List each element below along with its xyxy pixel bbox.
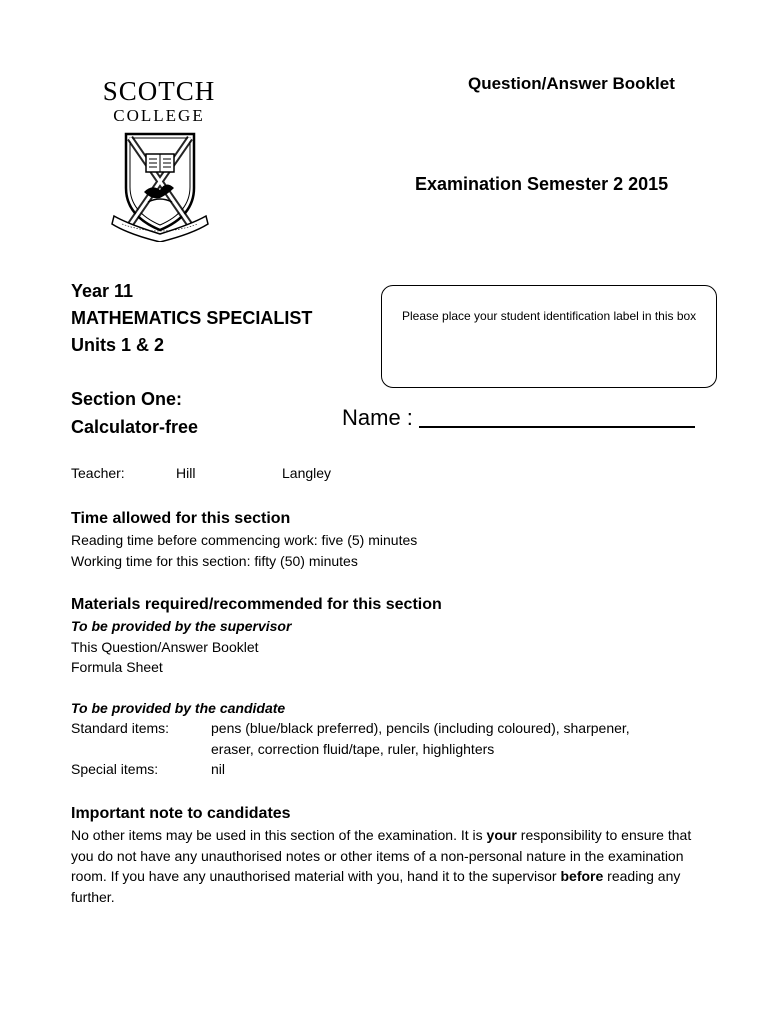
section-type: Calculator-free <box>71 417 199 437</box>
booklet-title: Question/Answer Booklet <box>468 74 675 93</box>
note-paragraph <box>71 825 701 907</box>
note-text-2: responsibility to ensure that you do not have any unauthorised notes or other items of a non-personal nature in the examination room. If you have any unauthorised material with you, hand it to the supervisor <box>71 827 692 884</box>
supervisor-heading: To be provided by the supervisor <box>71 618 292 634</box>
note-text-3: reading any further. <box>71 868 681 905</box>
course-units: Units 1 & 2 <box>71 335 165 355</box>
teacher-label: Teacher: <box>71 465 125 481</box>
note-heading: Important note to candidates <box>71 805 291 822</box>
section-number: Section One: <box>71 389 183 409</box>
standard-items-line2: eraser, correction fluid/tape, ruler, highlighters <box>211 740 495 757</box>
note-text-1: No other items may be used in this section of the examination. It is <box>71 827 487 843</box>
section-heading <box>71 385 198 441</box>
student-id-label-box[interactable] <box>381 285 717 388</box>
name-label: Name : <box>342 405 413 430</box>
time-heading: Time allowed for this section <box>71 510 291 527</box>
course-subject: MATHEMATICS SPECIALIST <box>71 308 313 328</box>
standard-items-label: Standard items: <box>71 720 170 736</box>
id-box-instruction: Please place your student identification label in this box <box>402 309 697 323</box>
exam-title: Examination Semester 2 2015 <box>415 174 669 194</box>
course-heading <box>71 278 312 359</box>
school-logo <box>84 76 234 246</box>
name-input-line[interactable] <box>419 426 695 428</box>
logo-text-college: COLLEGE <box>113 106 205 125</box>
name-field[interactable] <box>342 405 695 431</box>
important-note-section <box>71 805 701 907</box>
candidate-heading: To be provided by the candidate <box>71 699 286 716</box>
supervisor-item: Formula Sheet <box>71 659 163 675</box>
standard-items-row <box>71 718 711 759</box>
teacher-name-langley: Langley <box>282 465 332 481</box>
working-time: Working time for this section: fifty (50) minutes <box>71 552 358 569</box>
crest-icon <box>108 130 212 242</box>
materials-heading: Materials required/recommended for this section <box>71 596 442 613</box>
teacher-name-hill: Hill <box>176 465 196 481</box>
supervisor-item: This Question/Answer Booklet <box>71 638 259 655</box>
materials-section <box>71 596 711 780</box>
special-items-row <box>71 759 711 780</box>
course-year: Year 11 <box>71 281 134 301</box>
time-section <box>71 510 417 571</box>
reading-time: Reading time before commencing work: five (5) minutes <box>71 532 418 548</box>
note-bold-your: your <box>486 827 517 843</box>
standard-items-line1: pens (blue/black preferred), pencils (including coloured), sharpener, <box>211 720 630 736</box>
logo-text-scotch: SCOTCH <box>102 76 216 106</box>
note-bold-before: before <box>560 868 604 884</box>
special-items-label: Special items: <box>71 761 159 777</box>
special-items-value: nil <box>211 761 226 777</box>
